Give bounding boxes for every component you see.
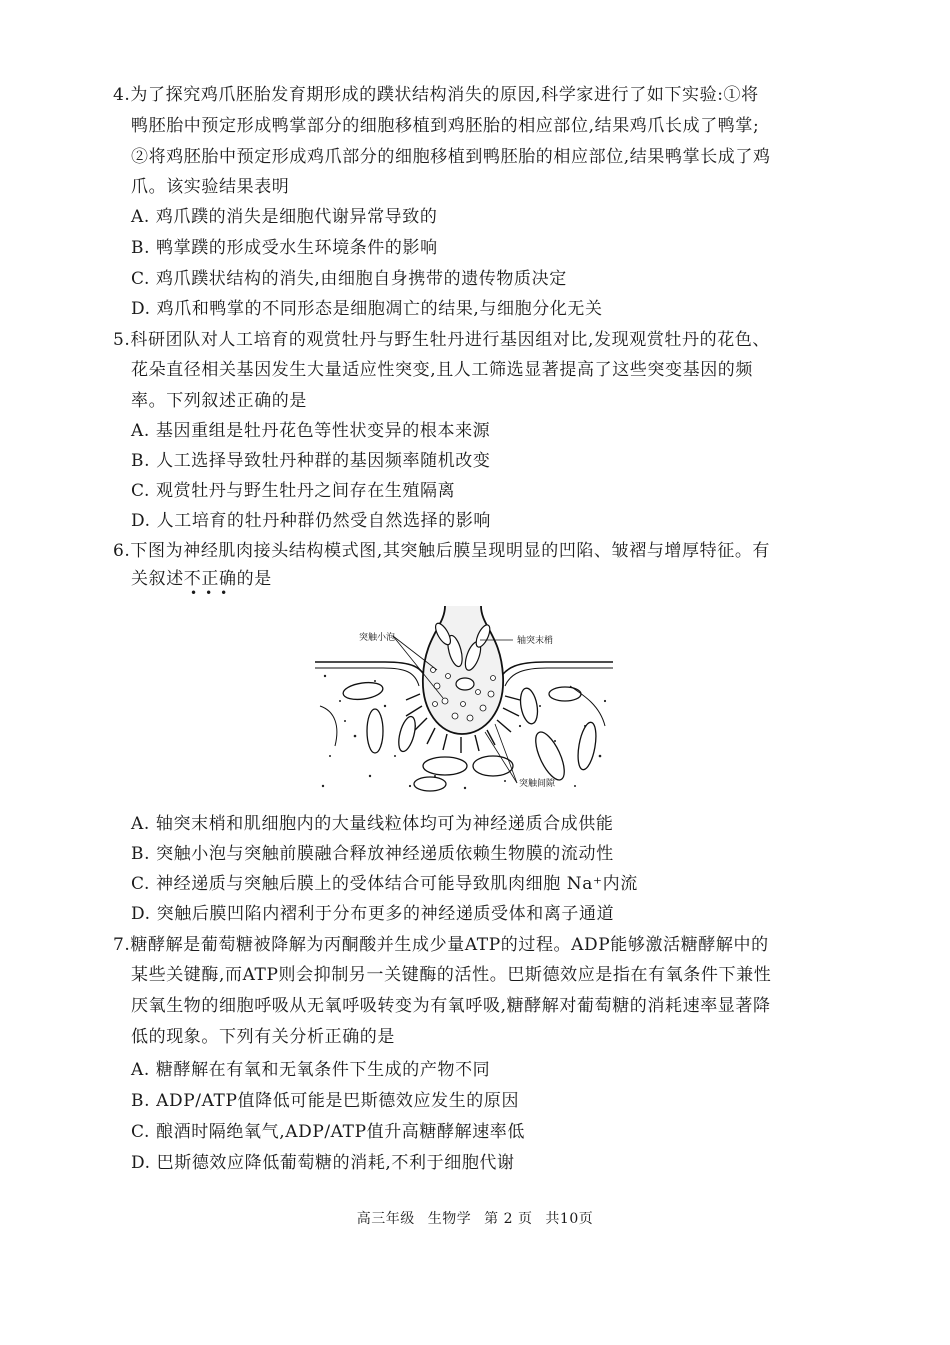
question-4-option-a: A. 鸡爪蹼的消失是细胞代谢异常导致的 bbox=[131, 207, 438, 227]
question-6-option-b: B. 突触小泡与突触前膜融合释放神经递质依赖生物膜的流动性 bbox=[131, 844, 614, 864]
footer-grade: 高三年级 bbox=[356, 1211, 415, 1227]
question-7-stem-line-2: 某些关键酶,而ATP则会抑制另一关键酶的活性。巴斯德效应是指在有氧条件下兼性 bbox=[131, 965, 772, 985]
question-4-option-b: B. 鸭掌蹼的形成受水生环境条件的影响 bbox=[131, 238, 438, 258]
question-7-stem-line-1: 7.糖酵解是葡萄糖被降解为丙酮酸并生成少量ATP的过程。ADP能够激活糖酵解中的 bbox=[113, 935, 769, 955]
emphasis-dots: ••• bbox=[190, 586, 236, 600]
label-synaptic-vesicle: 突触小泡 bbox=[359, 633, 396, 643]
question-6-option-d: D. 突触后膜凹陷内褶利于分布更多的神经递质受体和离子通道 bbox=[131, 904, 615, 924]
label-synaptic-cleft: 突触间隙 bbox=[519, 779, 556, 789]
footer-page: 第 2 页 bbox=[484, 1211, 533, 1227]
question-5-option-a: A. 基因重组是牡丹花色等性状变异的根本来源 bbox=[131, 421, 491, 441]
question-5-option-d: D. 人工培育的牡丹种群仍然受自然选择的影响 bbox=[131, 511, 492, 531]
question-7-option-c: C. 酿酒时隔绝氧气,ADP/ATP值升高糖酵解速率低 bbox=[131, 1122, 526, 1142]
question-5-option-b: B. 人工选择导致牡丹种群的基因频率随机改变 bbox=[131, 451, 491, 471]
question-4-option-c: C. 鸡爪蹼状结构的消失,由细胞自身携带的遗传物质决定 bbox=[131, 269, 567, 289]
question-6-stem-line-1: 6.下图为神经肌肉接头结构模式图,其突触后膜呈现明显的凹陷、皱褶与增厚特征。有 bbox=[113, 541, 771, 561]
question-5-option-c: C. 观赏牡丹与野生牡丹之间存在生殖隔离 bbox=[131, 481, 456, 501]
question-6-option-c: C. 神经递质与突触后膜上的受体结合可能导致肌肉细胞 Na⁺内流 bbox=[131, 874, 638, 894]
footer-subject: 生物学 bbox=[427, 1211, 472, 1227]
page-footer bbox=[0, 1208, 950, 1228]
question-7-stem-line-4: 低的现象。下列有关分析正确的是 bbox=[131, 1027, 395, 1047]
question-4-stem-line-2: 鸭胚胎中预定形成鸭掌部分的细胞移植到鸡胚胎的相应部位,结果鸡爪长成了鸭掌; bbox=[131, 116, 760, 136]
question-7-option-b: B. ADP/ATP值降低可能是巴斯德效应发生的原因 bbox=[131, 1091, 520, 1111]
question-4-stem-line-3: ②将鸡胚胎中预定形成鸡爪部分的细胞移植到鸭胚胎的相应部位,结果鸭掌长成了鸡 bbox=[131, 147, 771, 167]
question-4-stem-line-1: 4.为了探究鸡爪胚胎发育期形成的蹼状结构消失的原因,科学家进行了如下实验:①将 bbox=[113, 85, 759, 105]
neuromuscular-junction-diagram bbox=[315, 606, 613, 798]
question-6-stem-line-2: 关叙述不正确的是 bbox=[131, 569, 272, 589]
question-5-stem-line-1: 5.科研团队对人工培育的观赏牡丹与野生牡丹进行基因组对比,发现观赏牡丹的花色、 bbox=[113, 330, 771, 350]
question-4-option-d: D. 鸡爪和鸭掌的不同形态是细胞凋亡的结果,与细胞分化无关 bbox=[131, 299, 603, 319]
question-7-option-a: A. 糖酵解在有氧和无氧条件下生成的产物不同 bbox=[131, 1060, 491, 1080]
question-7-stem-line-3: 厌氧生物的细胞呼吸从无氧呼吸转变为有氧呼吸,糖酵解对葡萄糖的消耗速率显著降 bbox=[131, 996, 771, 1016]
question-6-option-a: A. 轴突末梢和肌细胞内的大量线粒体均可为神经递质合成供能 bbox=[131, 814, 614, 834]
label-axon-terminal: 轴突末梢 bbox=[517, 636, 554, 646]
question-5-stem-line-3: 率。下列叙述正确的是 bbox=[131, 391, 307, 411]
question-4-stem-line-4: 爪。该实验结果表明 bbox=[131, 177, 290, 197]
question-5-stem-line-2: 花朵直径相关基因发生大量适应性突变,且人工筛选显著提高了这些突变基因的频 bbox=[131, 360, 754, 380]
question-7-option-d: D. 巴斯德效应降低葡萄糖的消耗,不利于细胞代谢 bbox=[131, 1153, 515, 1173]
footer-total: 共10页 bbox=[545, 1211, 594, 1227]
